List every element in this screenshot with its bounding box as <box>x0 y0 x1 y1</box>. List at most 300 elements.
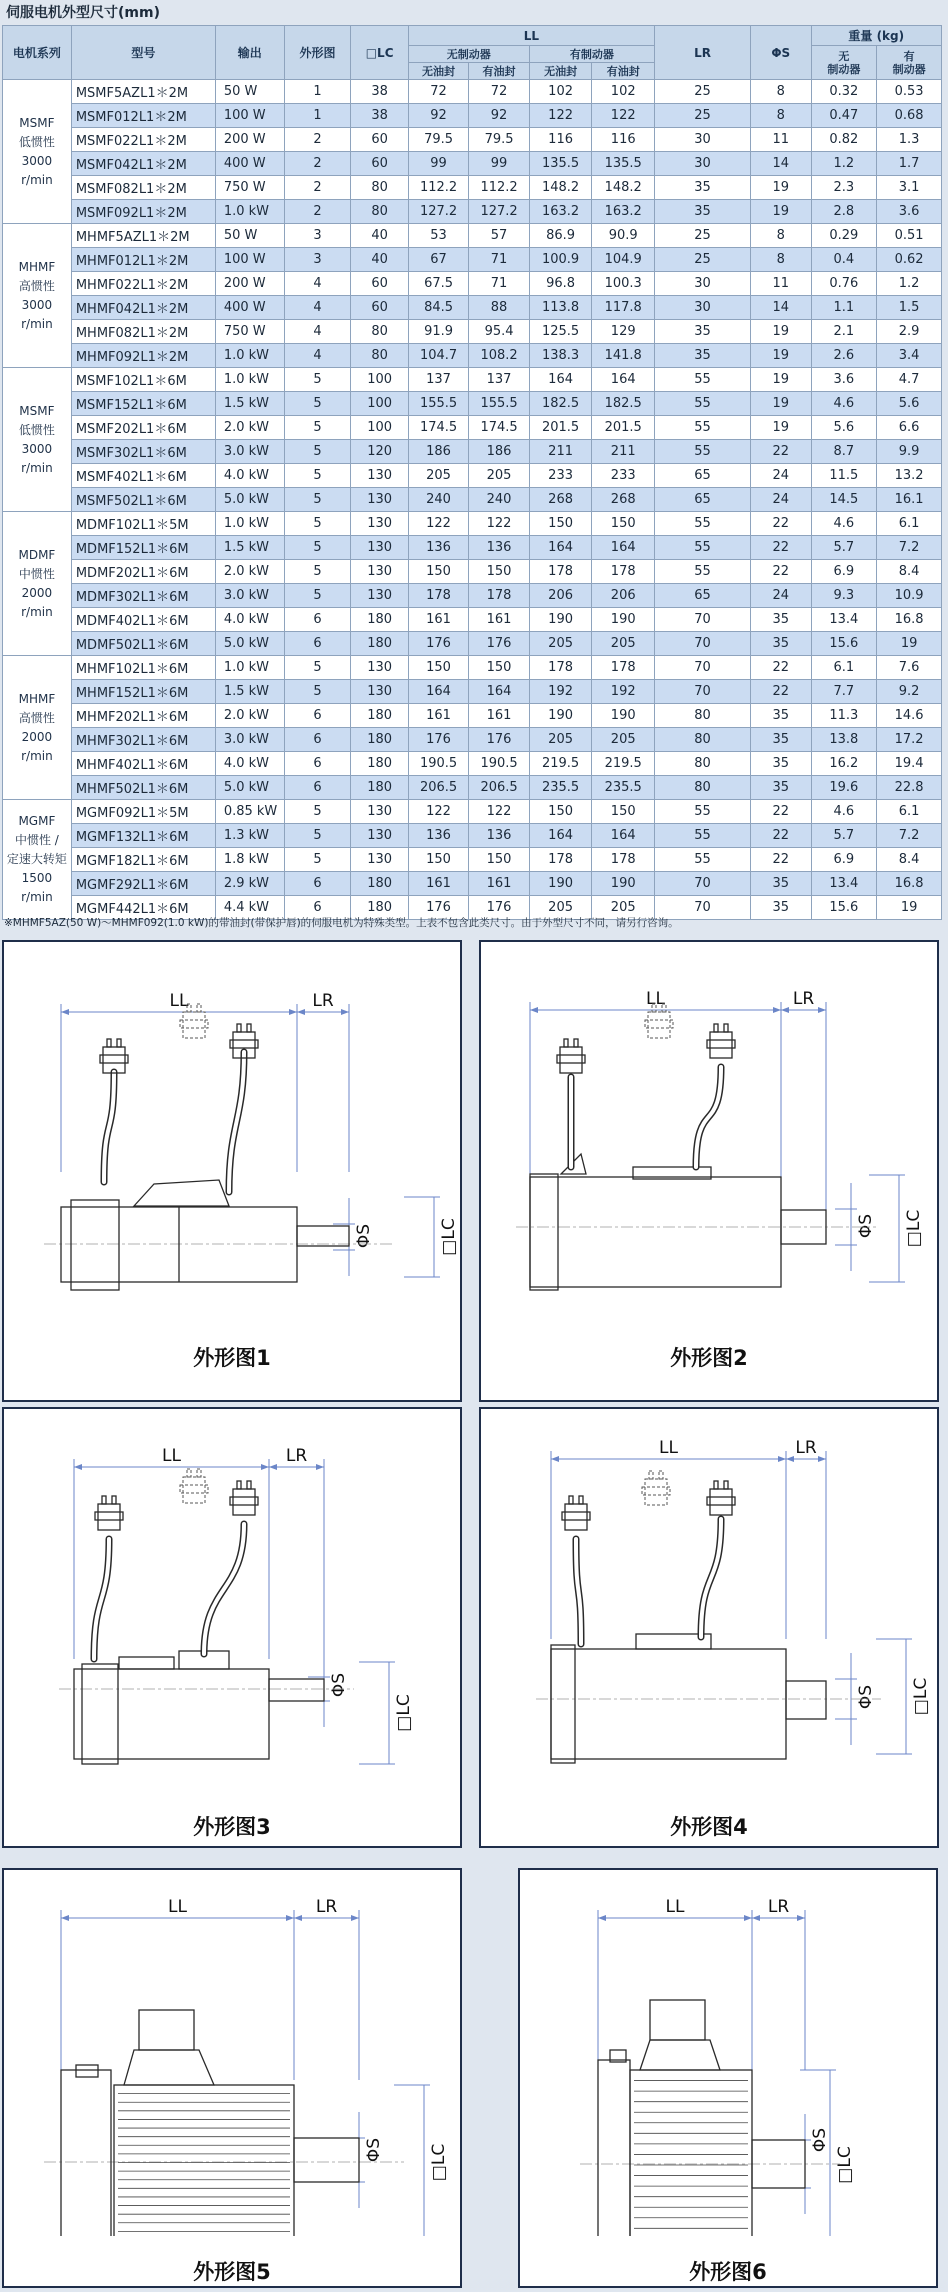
output-cell: 3.0 kW <box>215 728 284 752</box>
series-line: 1500 <box>21 871 53 885</box>
series-cell <box>3 656 72 800</box>
weight-brake-cell: 2.9 <box>877 320 942 344</box>
weight-brake-cell: 22.8 <box>877 776 942 800</box>
lc-cell: 130 <box>351 488 408 512</box>
weight-brake-cell: 19 <box>877 632 942 656</box>
weight-brake-cell: 16.8 <box>877 872 942 896</box>
lc-cell: 130 <box>351 680 408 704</box>
figure-cell: 2 <box>284 128 351 152</box>
weight-nobrake-cell: 15.6 <box>811 632 877 656</box>
lr-cell: 70 <box>655 632 751 656</box>
s-cell: 19 <box>751 176 812 200</box>
output-cell: 1.5 kW <box>215 536 284 560</box>
ll-nobrake-seal-cell: 240 <box>469 488 530 512</box>
lc-cell: 40 <box>351 224 408 248</box>
weight-nobrake-cell: 0.32 <box>811 80 877 104</box>
ll-nobrake-seal-cell: 136 <box>469 824 530 848</box>
series-line: 高惯性 <box>18 710 55 725</box>
ll-nobrake-seal-cell: 122 <box>469 512 530 536</box>
ll-brake-noseal-cell: 150 <box>529 512 592 536</box>
motor-body <box>551 1649 786 1759</box>
header-brake-no-seal: 无油封 <box>529 63 592 80</box>
figure-caption: 外形图5 <box>193 2260 271 2284</box>
ll-nobrake-noseal-cell: 190.5 <box>408 752 469 776</box>
lr-cell: 55 <box>655 824 751 848</box>
ll-nobrake-noseal-cell: 92 <box>408 104 469 128</box>
ll-brake-noseal-cell: 235.5 <box>529 776 592 800</box>
figure-cell: 2 <box>284 200 351 224</box>
ll-brake-seal-cell: 178 <box>592 560 655 584</box>
output-cell: 1.0 kW <box>215 512 284 536</box>
series-line: 中惯性 / <box>14 833 59 847</box>
figure-cell: 4 <box>284 272 351 296</box>
lr-cell: 70 <box>655 896 751 920</box>
header-ll: LL <box>408 26 654 46</box>
series-line: MHMF <box>18 259 56 274</box>
figure-cell: 2 <box>284 152 351 176</box>
weight-nobrake-cell: 15.6 <box>811 896 877 920</box>
figure-cell: 4 <box>284 296 351 320</box>
figure-cell: 1 <box>284 104 351 128</box>
weight-nobrake-cell: 1.1 <box>811 296 877 320</box>
table-row <box>3 560 942 584</box>
lr-cell: 35 <box>655 176 751 200</box>
ll-nobrake-seal-cell: 150 <box>469 560 530 584</box>
s-cell: 22 <box>751 512 812 536</box>
figure-cell: 5 <box>284 800 351 824</box>
motor-body <box>114 2085 294 2236</box>
ll-nobrake-seal-cell: 150 <box>469 848 530 872</box>
weight-nobrake-cell: 2.3 <box>811 176 877 200</box>
lr-cell: 65 <box>655 464 751 488</box>
s-cell: 35 <box>751 896 812 920</box>
lr-cell: 55 <box>655 848 751 872</box>
figure-cell: 6 <box>284 608 351 632</box>
table-row <box>3 392 942 416</box>
ll-brake-noseal-cell: 206 <box>529 584 592 608</box>
figure-cell: 3 <box>284 248 351 272</box>
ll-nobrake-noseal-cell: 137 <box>408 368 469 392</box>
ll-brake-noseal-cell: 148.2 <box>529 176 592 200</box>
header-lc: □LC <box>351 26 408 80</box>
lc-cell: 100 <box>351 416 408 440</box>
lc-cell: 38 <box>351 80 408 104</box>
ll-brake-noseal-cell: 163.2 <box>529 200 592 224</box>
ll-nobrake-noseal-cell: 178 <box>408 584 469 608</box>
weight-brake-cell: 6.1 <box>877 512 942 536</box>
model-cell: MSMF022L1＊2M <box>71 128 215 152</box>
figure-cell: 3 <box>284 224 351 248</box>
model-cell: MHMF092L1＊2M <box>71 344 215 368</box>
ll-brake-seal-cell: 100.3 <box>592 272 655 296</box>
weight-brake-cell: 19.4 <box>877 752 942 776</box>
table-row <box>3 416 942 440</box>
ll-nobrake-noseal-cell: 161 <box>408 608 469 632</box>
series-line: 高惯性 <box>18 278 55 293</box>
lr-cell: 55 <box>655 560 751 584</box>
lc-cell: 180 <box>351 608 408 632</box>
s-cell: 22 <box>751 536 812 560</box>
weight-brake-cell: 9.9 <box>877 440 942 464</box>
lc-cell: 38 <box>351 104 408 128</box>
ll-nobrake-noseal-cell: 67.5 <box>408 272 469 296</box>
s-cell: 8 <box>751 104 812 128</box>
ll-brake-seal-cell: 192 <box>592 680 655 704</box>
series-cell <box>3 224 72 368</box>
ll-nobrake-noseal-cell: 127.2 <box>408 200 469 224</box>
ll-brake-seal-cell: 206 <box>592 584 655 608</box>
ll-brake-seal-cell: 164 <box>592 824 655 848</box>
ll-brake-seal-cell: 122 <box>592 104 655 128</box>
ll-brake-seal-cell: 116 <box>592 128 655 152</box>
ll-brake-seal-cell: 233 <box>592 464 655 488</box>
output-cell: 50 W <box>215 80 284 104</box>
output-cell: 4.0 kW <box>215 752 284 776</box>
model-cell: MHMF302L1＊6M <box>71 728 215 752</box>
ll-nobrake-noseal-cell: 164 <box>408 680 469 704</box>
lr-cell: 55 <box>655 536 751 560</box>
s-cell: 35 <box>751 728 812 752</box>
lc-cell: 100 <box>351 392 408 416</box>
lc-cell: 130 <box>351 536 408 560</box>
weight-nobrake-cell: 14.5 <box>811 488 877 512</box>
figure-cell: 5 <box>284 584 351 608</box>
series-line: MHMF <box>18 691 56 706</box>
table-row <box>3 608 942 632</box>
ll-brake-noseal-cell: 190 <box>529 704 592 728</box>
s-cell: 22 <box>751 800 812 824</box>
model-cell: MHMF502L1＊6M <box>71 776 215 800</box>
series-line: 3000 <box>21 441 53 456</box>
ll-brake-noseal-cell: 268 <box>529 488 592 512</box>
ll-nobrake-seal-cell: 176 <box>469 632 530 656</box>
ll-nobrake-seal-cell: 95.4 <box>469 320 530 344</box>
weight-nobrake-cell: 6.9 <box>811 560 877 584</box>
figure-caption: 外形图2 <box>670 1346 748 1370</box>
ll-nobrake-seal-cell: 122 <box>469 800 530 824</box>
ll-brake-seal-cell: 205 <box>592 896 655 920</box>
footnote: ※MHMF5AZ(50 W)～MHMF092(1.0 kW)的带油封(带保护唇)的伺服电机为特殊类型。上表不包含此类尺寸。由于外型尺寸不同，请另行咨询。 <box>4 917 679 929</box>
table-row <box>3 296 942 320</box>
weight-brake-cell: 5.6 <box>877 392 942 416</box>
header-weight-brake <box>877 46 942 80</box>
series-cell <box>3 800 72 920</box>
weight-brake-cell: 19 <box>877 896 942 920</box>
ll-brake-noseal-cell: 233 <box>529 464 592 488</box>
table-row <box>3 536 942 560</box>
lc-cell: 130 <box>351 584 408 608</box>
weight-nobrake-cell: 11.3 <box>811 704 877 728</box>
ll-brake-noseal-cell: 178 <box>529 848 592 872</box>
weight-nobrake-cell: 19.6 <box>811 776 877 800</box>
weight-nobrake-cell: 0.82 <box>811 128 877 152</box>
ll-nobrake-seal-cell: 88 <box>469 296 530 320</box>
ll-brake-seal-cell: 135.5 <box>592 152 655 176</box>
table-row <box>3 848 942 872</box>
lr-cell: 30 <box>655 296 751 320</box>
table-row <box>3 800 942 824</box>
output-cell: 1.8 kW <box>215 848 284 872</box>
series-line: MSMF <box>19 403 55 418</box>
s-cell: 24 <box>751 584 812 608</box>
ll-brake-seal-cell: 117.8 <box>592 296 655 320</box>
ll-nobrake-noseal-cell: 206.5 <box>408 776 469 800</box>
s-cell: 11 <box>751 128 812 152</box>
output-cell: 2.0 kW <box>215 704 284 728</box>
lc-cell: 130 <box>351 512 408 536</box>
header-weight-brake-1: 有 <box>903 49 915 63</box>
table-row <box>3 272 942 296</box>
header-no-brake: 无制动器 <box>408 46 529 63</box>
model-cell: MDMF302L1＊6M <box>71 584 215 608</box>
figure-cell: 5 <box>284 680 351 704</box>
output-cell: 100 W <box>215 248 284 272</box>
outline-drawing <box>4 1870 460 2236</box>
series-line: 2000 <box>21 729 53 744</box>
weight-brake-cell: 16.8 <box>877 608 942 632</box>
lr-cell: 35 <box>655 200 751 224</box>
outline-figure-panel <box>479 940 939 1402</box>
outline-drawing <box>520 1870 948 2236</box>
output-cell: 4.4 kW <box>215 896 284 920</box>
s-label: ΦS <box>810 2127 830 2153</box>
lc-cell: 180 <box>351 896 408 920</box>
model-cell: MSMF042L1＊2M <box>71 152 215 176</box>
connector-plug <box>100 1039 128 1073</box>
ll-nobrake-noseal-cell: 240 <box>408 488 469 512</box>
ll-brake-noseal-cell: 96.8 <box>529 272 592 296</box>
header-lr: LR <box>655 26 751 80</box>
s-label: ΦS <box>856 1213 876 1239</box>
model-cell: MDMF402L1＊6M <box>71 608 215 632</box>
ll-brake-noseal-cell: 205 <box>529 896 592 920</box>
ll-brake-seal-cell: 205 <box>592 728 655 752</box>
ll-nobrake-noseal-cell: 155.5 <box>408 392 469 416</box>
model-cell: MSMF012L1＊2M <box>71 104 215 128</box>
ll-brake-noseal-cell: 190 <box>529 872 592 896</box>
figure-cell: 6 <box>284 704 351 728</box>
table-row <box>3 584 942 608</box>
ll-nobrake-seal-cell: 150 <box>469 656 530 680</box>
ll-brake-noseal-cell: 125.5 <box>529 320 592 344</box>
page-title: 伺服电机外型尺寸(mm) <box>6 5 160 21</box>
lc-cell: 80 <box>351 344 408 368</box>
weight-brake-cell: 8.4 <box>877 560 942 584</box>
ll-brake-noseal-cell: 116 <box>529 128 592 152</box>
header-no-brake-with-seal: 有油封 <box>469 63 530 80</box>
weight-nobrake-cell: 6.9 <box>811 848 877 872</box>
weight-brake-cell: 16.1 <box>877 488 942 512</box>
ll-nobrake-seal-cell: 112.2 <box>469 176 530 200</box>
lc-cell: 40 <box>351 248 408 272</box>
weight-nobrake-cell: 0.29 <box>811 224 877 248</box>
series-line: r/min <box>21 890 53 904</box>
header-weight-no-brake <box>811 46 877 80</box>
table-row <box>3 320 942 344</box>
output-cell: 1.0 kW <box>215 200 284 224</box>
model-cell: MHMF152L1＊6M <box>71 680 215 704</box>
ll-label: LL <box>659 1438 678 1458</box>
table-row <box>3 488 942 512</box>
series-line: 定速大转矩 <box>6 852 67 866</box>
weight-brake-cell: 14.6 <box>877 704 942 728</box>
lr-label: LR <box>315 1897 338 1917</box>
lc-cell: 130 <box>351 560 408 584</box>
dimension-table <box>2 25 942 920</box>
weight-nobrake-cell: 13.4 <box>811 872 877 896</box>
model-cell: MHMF082L1＊2M <box>71 320 215 344</box>
s-cell: 22 <box>751 680 812 704</box>
ll-brake-seal-cell: 129 <box>592 320 655 344</box>
weight-nobrake-cell: 13.8 <box>811 728 877 752</box>
ll-nobrake-seal-cell: 161 <box>469 872 530 896</box>
model-cell: MGMF442L1＊6M <box>71 896 215 920</box>
figure-caption: 外形图6 <box>689 2260 767 2284</box>
lc-cell: 180 <box>351 872 408 896</box>
lr-cell: 65 <box>655 488 751 512</box>
connector-plug <box>180 1469 208 1503</box>
ll-brake-noseal-cell: 100.9 <box>529 248 592 272</box>
model-cell: MSMF102L1＊6M <box>71 368 215 392</box>
ll-nobrake-noseal-cell: 79.5 <box>408 128 469 152</box>
ll-brake-noseal-cell: 102 <box>529 80 592 104</box>
output-cell: 1.5 kW <box>215 392 284 416</box>
model-cell: MDMF202L1＊6M <box>71 560 215 584</box>
ll-nobrake-seal-cell: 127.2 <box>469 200 530 224</box>
figure-cell: 6 <box>284 752 351 776</box>
ll-nobrake-seal-cell: 155.5 <box>469 392 530 416</box>
weight-brake-cell: 0.68 <box>877 104 942 128</box>
weight-nobrake-cell: 13.4 <box>811 608 877 632</box>
ll-nobrake-noseal-cell: 136 <box>408 536 469 560</box>
ll-nobrake-noseal-cell: 150 <box>408 560 469 584</box>
lc-cell: 130 <box>351 464 408 488</box>
series-line: r/min <box>21 316 53 331</box>
figure-cell: 2 <box>284 176 351 200</box>
ll-brake-noseal-cell: 135.5 <box>529 152 592 176</box>
lc-cell: 180 <box>351 704 408 728</box>
table-row <box>3 200 942 224</box>
ll-nobrake-noseal-cell: 161 <box>408 872 469 896</box>
model-cell: MSMF082L1＊2M <box>71 176 215 200</box>
figure-cell: 5 <box>284 656 351 680</box>
weight-nobrake-cell: 2.8 <box>811 200 877 224</box>
ll-nobrake-seal-cell: 137 <box>469 368 530 392</box>
model-cell: MGMF132L1＊6M <box>71 824 215 848</box>
ll-nobrake-noseal-cell: 91.9 <box>408 320 469 344</box>
lr-cell: 55 <box>655 800 751 824</box>
figure-cell: 6 <box>284 632 351 656</box>
ll-nobrake-noseal-cell: 161 <box>408 704 469 728</box>
ll-nobrake-noseal-cell: 53 <box>408 224 469 248</box>
lr-cell: 55 <box>655 440 751 464</box>
ll-nobrake-noseal-cell: 136 <box>408 824 469 848</box>
table-row <box>3 728 942 752</box>
weight-nobrake-cell: 8.7 <box>811 440 877 464</box>
weight-brake-cell: 13.2 <box>877 464 942 488</box>
ll-nobrake-noseal-cell: 174.5 <box>408 416 469 440</box>
lc-cell: 60 <box>351 152 408 176</box>
output-cell: 1.5 kW <box>215 680 284 704</box>
dimension-lines <box>598 1910 836 2236</box>
lc-cell: 130 <box>351 800 408 824</box>
output-cell: 3.0 kW <box>215 440 284 464</box>
table-row <box>3 152 942 176</box>
ll-brake-seal-cell: 148.2 <box>592 176 655 200</box>
s-cell: 19 <box>751 344 812 368</box>
weight-brake-cell: 17.2 <box>877 728 942 752</box>
ll-nobrake-noseal-cell: 122 <box>408 512 469 536</box>
ll-nobrake-noseal-cell: 122 <box>408 800 469 824</box>
output-cell: 750 W <box>215 320 284 344</box>
weight-brake-cell: 10.9 <box>877 584 942 608</box>
weight-brake-cell: 3.6 <box>877 200 942 224</box>
s-cell: 8 <box>751 248 812 272</box>
ll-nobrake-seal-cell: 176 <box>469 728 530 752</box>
s-label: ΦS <box>856 1684 876 1710</box>
series-line: MDMF <box>18 547 56 562</box>
lr-cell: 80 <box>655 776 751 800</box>
ll-brake-seal-cell: 164 <box>592 536 655 560</box>
weight-brake-cell: 3.1 <box>877 176 942 200</box>
weight-brake-cell: 0.53 <box>877 80 942 104</box>
figure-cell: 4 <box>284 320 351 344</box>
connector-plug <box>645 1004 673 1038</box>
ll-brake-seal-cell: 90.9 <box>592 224 655 248</box>
ll-nobrake-noseal-cell: 176 <box>408 896 469 920</box>
lc-label: □LC <box>911 1677 931 1716</box>
weight-brake-cell: 7.2 <box>877 824 942 848</box>
lc-cell: 80 <box>351 320 408 344</box>
s-cell: 22 <box>751 560 812 584</box>
model-cell: MHMF202L1＊6M <box>71 704 215 728</box>
ll-label: LL <box>168 1897 187 1917</box>
header-weight-brake-2: 制动器 <box>892 62 926 76</box>
outline-figure-panel <box>2 1407 462 1848</box>
output-cell: 200 W <box>215 272 284 296</box>
ll-nobrake-noseal-cell: 176 <box>408 632 469 656</box>
lr-cell: 80 <box>655 752 751 776</box>
figure-cell: 5 <box>284 440 351 464</box>
ll-brake-seal-cell: 219.5 <box>592 752 655 776</box>
figure-cell: 5 <box>284 464 351 488</box>
weight-brake-cell: 0.51 <box>877 224 942 248</box>
ll-nobrake-seal-cell: 108.2 <box>469 344 530 368</box>
ll-brake-seal-cell: 178 <box>592 848 655 872</box>
lr-cell: 80 <box>655 704 751 728</box>
figure-cell: 4 <box>284 344 351 368</box>
figure-caption: 外形图4 <box>670 1815 748 1839</box>
ll-nobrake-seal-cell: 174.5 <box>469 416 530 440</box>
ll-nobrake-seal-cell: 92 <box>469 104 530 128</box>
table-row <box>3 680 942 704</box>
model-cell: MGMF092L1＊5M <box>71 800 215 824</box>
model-cell: MSMF402L1＊6M <box>71 464 215 488</box>
ll-nobrake-noseal-cell: 150 <box>408 848 469 872</box>
output-cell: 3.0 kW <box>215 584 284 608</box>
table-row <box>3 344 942 368</box>
output-cell: 1.0 kW <box>215 344 284 368</box>
lc-cell: 80 <box>351 200 408 224</box>
weight-brake-cell: 3.4 <box>877 344 942 368</box>
series-line: 低惯性 <box>18 134 55 149</box>
ll-nobrake-seal-cell: 178 <box>469 584 530 608</box>
header-no-brake-no-seal: 无油封 <box>408 63 469 80</box>
table-row <box>3 656 942 680</box>
lc-cell: 130 <box>351 656 408 680</box>
ll-brake-seal-cell: 150 <box>592 800 655 824</box>
lc-label: □LC <box>394 1694 414 1732</box>
